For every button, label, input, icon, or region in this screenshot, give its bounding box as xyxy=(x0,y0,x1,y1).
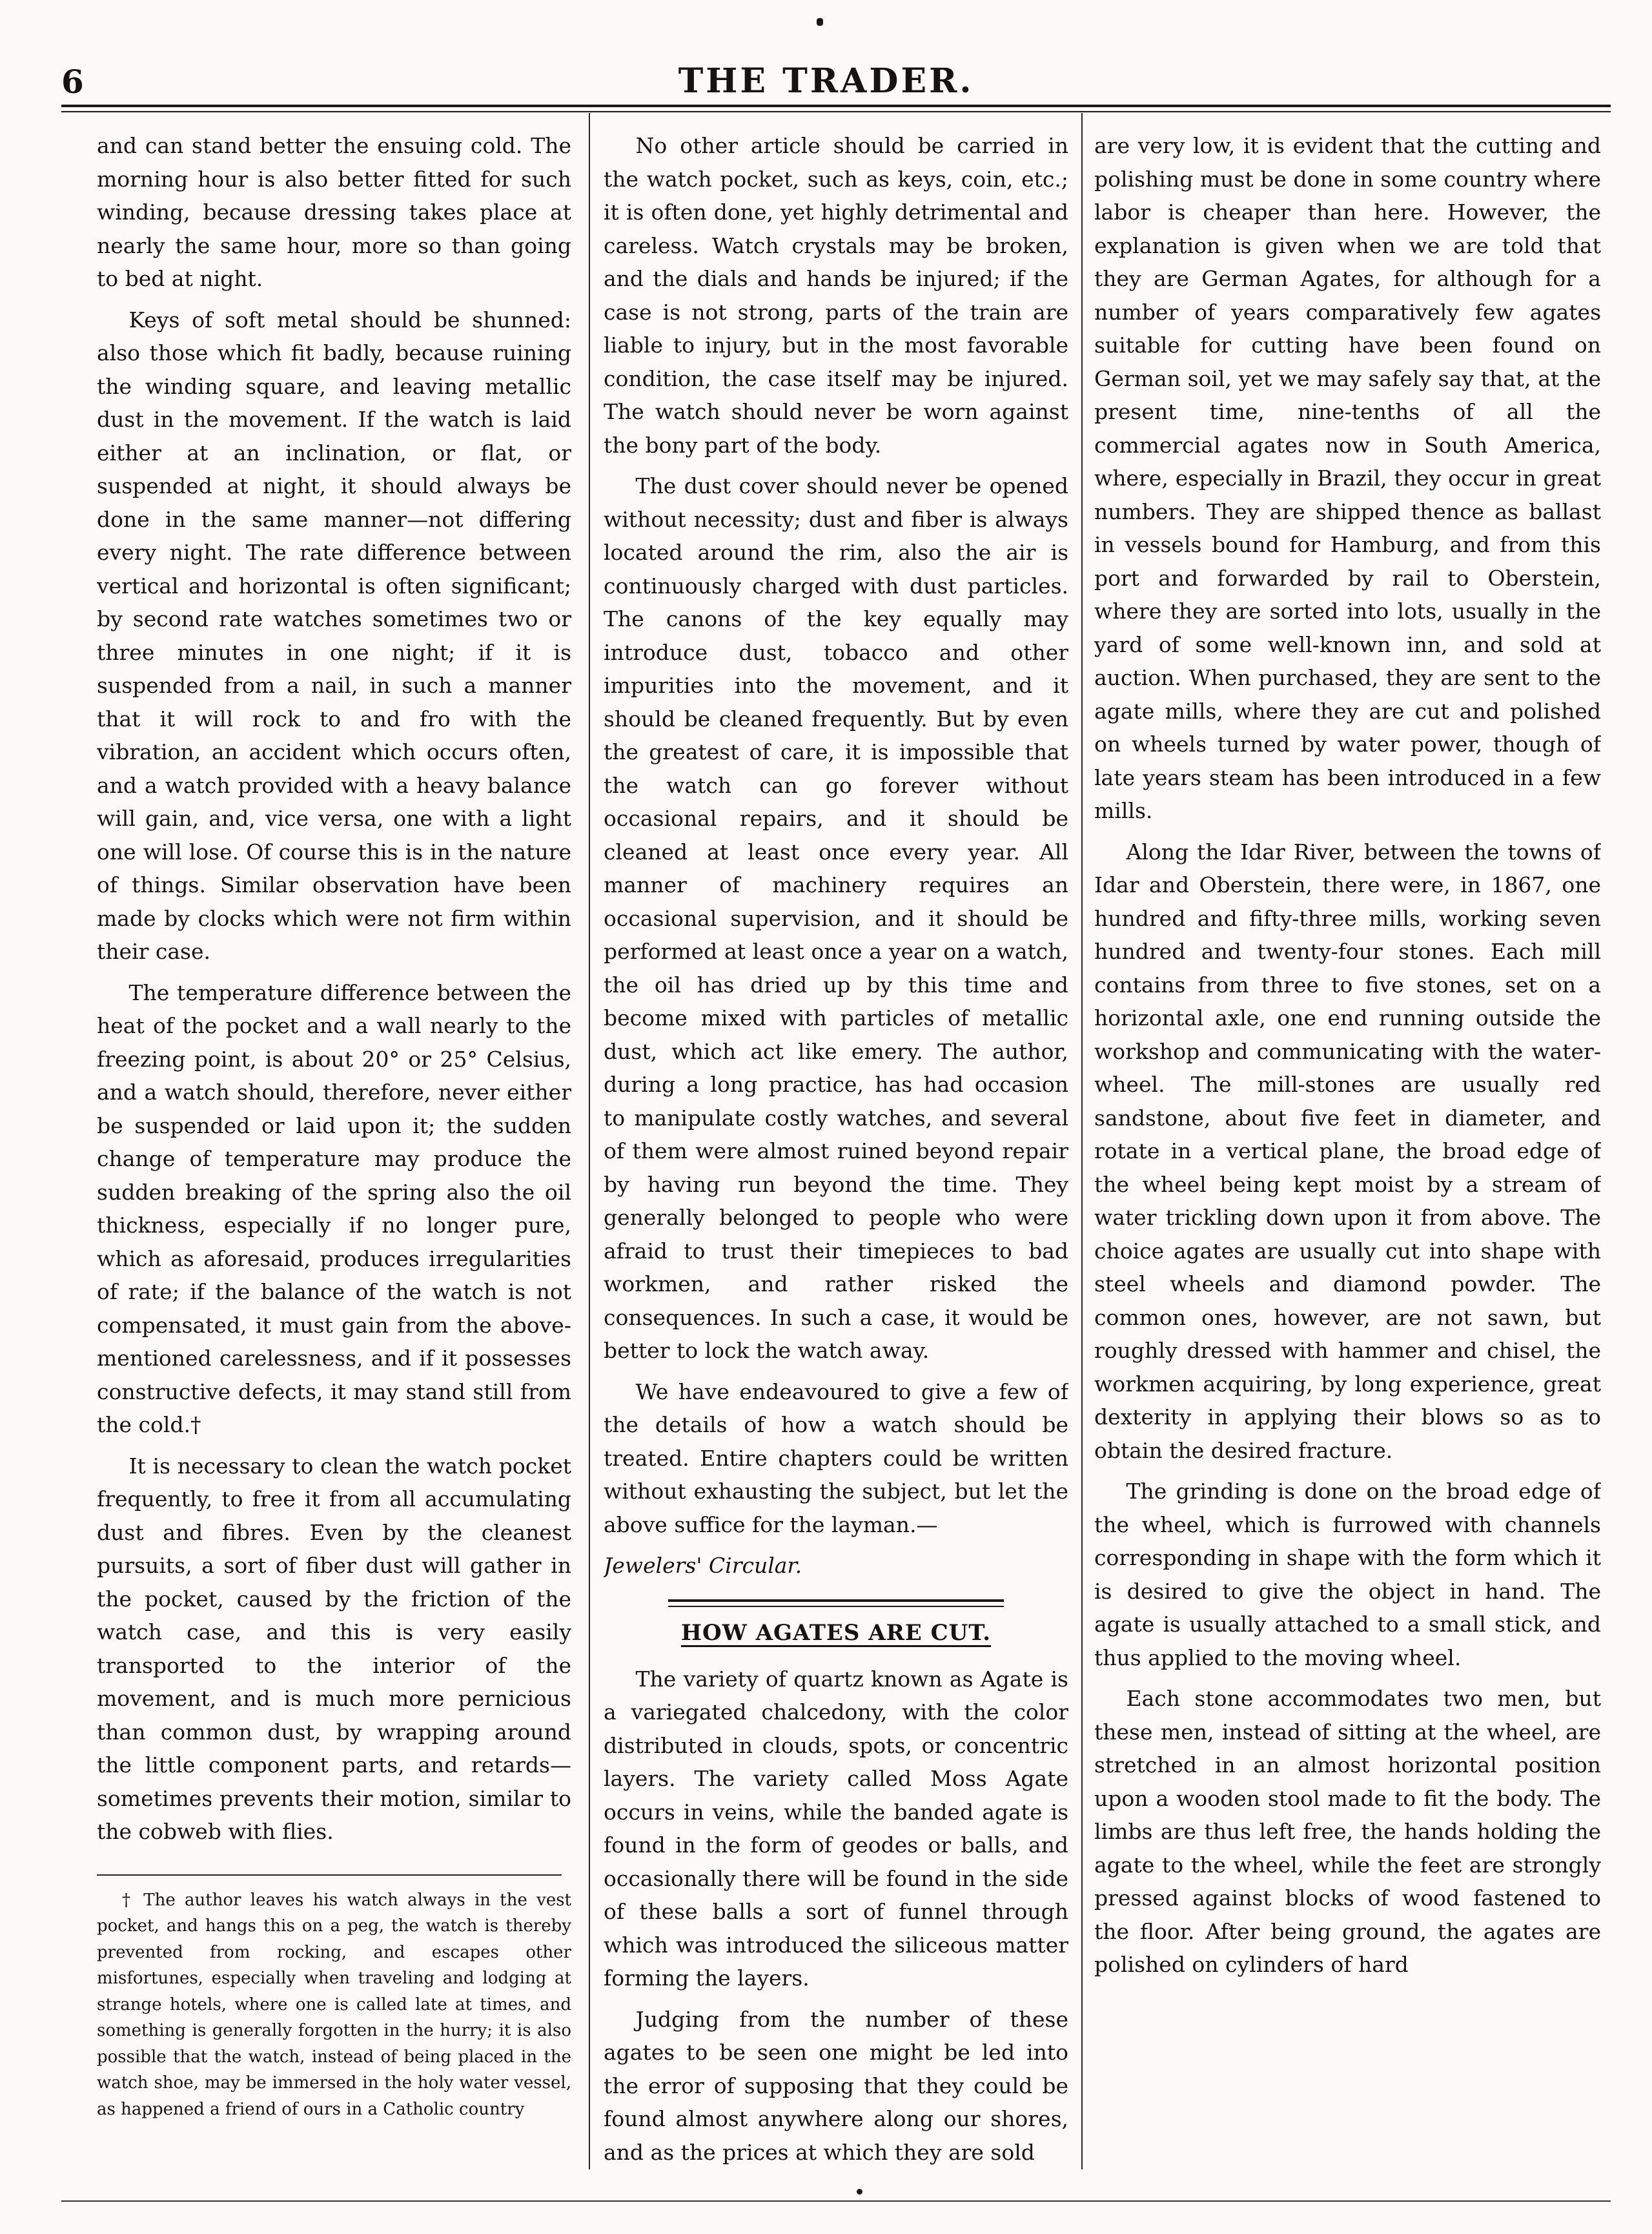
paragraph: Judging from the number of these agates to be seen one might be led into the error of supposing that they could be found almost anywhere along our shores, and as the prices at which they are sold xyxy=(604,2006,1068,2165)
column-2 xyxy=(604,129,1068,2169)
paragraph: Each stone accommodates two men, but these men, instead of sitting at the wheel, are stretched in an almost horizontal position upon a wooden stool made to fit the body. The limbs are thus left free, the hands holding the agate to the wheel, while the feet are strongly pressed against blocks of wood fastened to the floor. After being ground, the agates are polished on cylinders of hard xyxy=(1094,1686,1601,1977)
print-speck xyxy=(817,18,823,26)
paragraph: Along the Idar River, between the towns of Idar and Oberstein, there were, in 1867, one hundred and fifty-three mills, working seven hundred and twenty-four stones. Each mill contains from three to five stones, set on a horizontal axle, one end running outside the workshop and communicating with the water-wheel. The mill-stones are usually red sandstone, about five feet in diameter, and rotate in a vertical plane, the broad edge of the wheel being kept moist by a stream of water trickling down upon it from above. The choice agates are usually cut into shape with steel wheels and diamond powder. The common ones, however, are not sawn, but roughly dressed with hammer and chisel, the workmen acquiring, by long experience, great dexterity in applying their blows so as to obtain the desired fracture. xyxy=(1094,839,1601,1463)
column-1 xyxy=(97,129,571,2169)
paragraph: No other article should be carried in the watch pocket, such as keys, coin, etc.; it is often done, yet highly detrimental and careless. Watch crystals may be broken, and the dials and hands be injured; if the case is not strong, parts of the train are liable to injury, but in the most favorable condition, the case itself may be injured. The watch should never be worn against the bony part of the body. xyxy=(604,133,1068,458)
column-3 xyxy=(1094,129,1601,2169)
paragraph: We have endeavoured to give a few of the details of how a watch should be treated. Entire chapters could be written without exhausting the subject, but let the above suffice for the layman.— xyxy=(604,1378,1068,1537)
paragraph: The dust cover should never be opened without necessity; dust and fiber is always located around the rim, also the air is continuously charged with dust particles. The canons of the key equally may introduce dust, tobacco and other impurities into the movement, and it should be cleaned frequently. But by even the greatest of care, it is impossible that the watch can go forever without occasional repairs, and it should be cleaned at least once every year. All manner of machinery requires an occasional supervision, and it should be performed at least once a year on a watch, the oil has dried up by this time and become mixed with particles of metallic dust, which act like emery. The author, during a long practice, has had occasion to manipulate costly watches, and several of them were almost ruined beyond repair by having run beyond the time. They generally belonged to people who were afraid to trust their timepieces to bad workmen, and rather risked the consequences. In such a case, it would be better to lock the watch away. xyxy=(604,473,1068,1363)
print-speck xyxy=(857,2189,862,2195)
paragraph: The temperature difference between the heat of the pocket and a wall nearly to the freezing point, is about 20° or 25° Celsius, and a watch should, therefore, never either be suspended or laid upon it; the sudden change of temperature may produce the sudden breaking of the spring also the oil thickness, especially if no longer pure, which as aforesaid, produces irregularities of rate; if the balance of the watch is not compensated, it must gain from the above-mentioned carelessness, and if it possesses constructive defects, it may stand still from the cold.† xyxy=(97,979,571,1437)
paragraph: and can stand better the ensuing cold. The morning hour is also better fitted for such winding, because dressing takes place at nearly the same hour, more so than going to bed at night. xyxy=(97,133,571,291)
paragraph: It is necessary to clean the watch pocket frequently, to free it from all accumulating dust and fibres. Even by the cleanest pursuits, a sort of fiber dust will gather in the pocket, caused by the friction of the watch case, and this is very easily transported to the interior of the movement, and is much more pernicious than common dust, by wrapping around the little component parts, and retards—sometimes prevents their motion, similar to the cobweb with flies. xyxy=(97,1453,571,1844)
newspaper-title: THE TRADER. xyxy=(678,61,974,101)
footnote-rule xyxy=(97,1874,562,1876)
page-number: 6 xyxy=(61,63,84,101)
footnote: † The author leaves his watch always in the vest pocket, and hangs this on a peg, the watch is thereby prevented from rocking, and escapes other misfortunes, especially when traveling and lodging at strange hotels, where one is called late at times, and something is generally forgotten in the hurry; it is also possible that the watch, instead of being placed in the watch shoe, may be immersed in the holy water vessel, as happened a friend of ours in a Catholic country xyxy=(97,1890,571,2119)
source-credit: Jewelers' Circular. xyxy=(604,1553,802,1578)
paragraph: The grinding is done on the broad edge of the wheel, which is furrowed with channels corresponding in shape with the form which it is desired to give the object in hand. The agate is usually attached to a small stick, and thus applied to the moving wheel. xyxy=(1094,1479,1601,1670)
paragraph: are very low, it is evident that the cutting and polishing must be done in some country where labor is cheaper than here. However, the explanation is given when we are told that they are German Agates, for although for a number of years comparatively few agates suitable for cutting have been found on German soil, yet we may safely say that, at the present time, nine-tenths of all the commercial agates now in South America, where, especially in Brazil, they occur in great numbers. They are shipped thence as ballast in vessels bound for Hamburg, and from this port and forwarded by rail to Oberstein, where they are sorted into lots, usually in the yard of some well-known inn, and sold at auction. When purchased, they are sent to the agate mills, where they are cut and polished on wheels turned by water power, though of late years steam has been introduced in a few mills. xyxy=(1094,133,1601,823)
header-rule xyxy=(61,105,1611,107)
paragraph: The variety of quartz known as Agate is a variegated chalcedony, with the color distributed in clouds, spots, or concentric layers. The variety called Moss Agate occurs in veins, while the banded agate is found in the form of geodes or balls, and occasionally there will be found in the side of these balls a sort of funnel through which was introduced the siliceous matter forming the layers. xyxy=(604,1666,1068,1991)
header-rule-thin xyxy=(61,111,1611,112)
paragraph: Keys of soft metal should be shunned: also those which fit badly, because ruining the winding square, and leaving metallic dust in the movement. If the watch is laid either at an inclination, or flat, or suspended at night, it should always be done in the same manner—not differing every night. The rate difference between vertical and horizontal is often significant; by second rate watches sometimes two or three minutes in one night; if it is suspended from a nail, in such a manner that it will rock to and fro with the vibration, an accident which occurs often, and a watch provided with a heavy balance will gain, and, vice versa, one with a light one will lose. Of course this is in the nature of things. Similar observation have been made by clocks which were not firm within their case. xyxy=(97,307,571,964)
footer-rule xyxy=(61,2200,1611,2202)
column-divider xyxy=(589,113,590,2169)
section-heading: HOW AGATES ARE CUT. xyxy=(680,1619,992,1646)
column-divider xyxy=(1081,113,1083,2169)
section-rule xyxy=(604,1599,1068,1607)
